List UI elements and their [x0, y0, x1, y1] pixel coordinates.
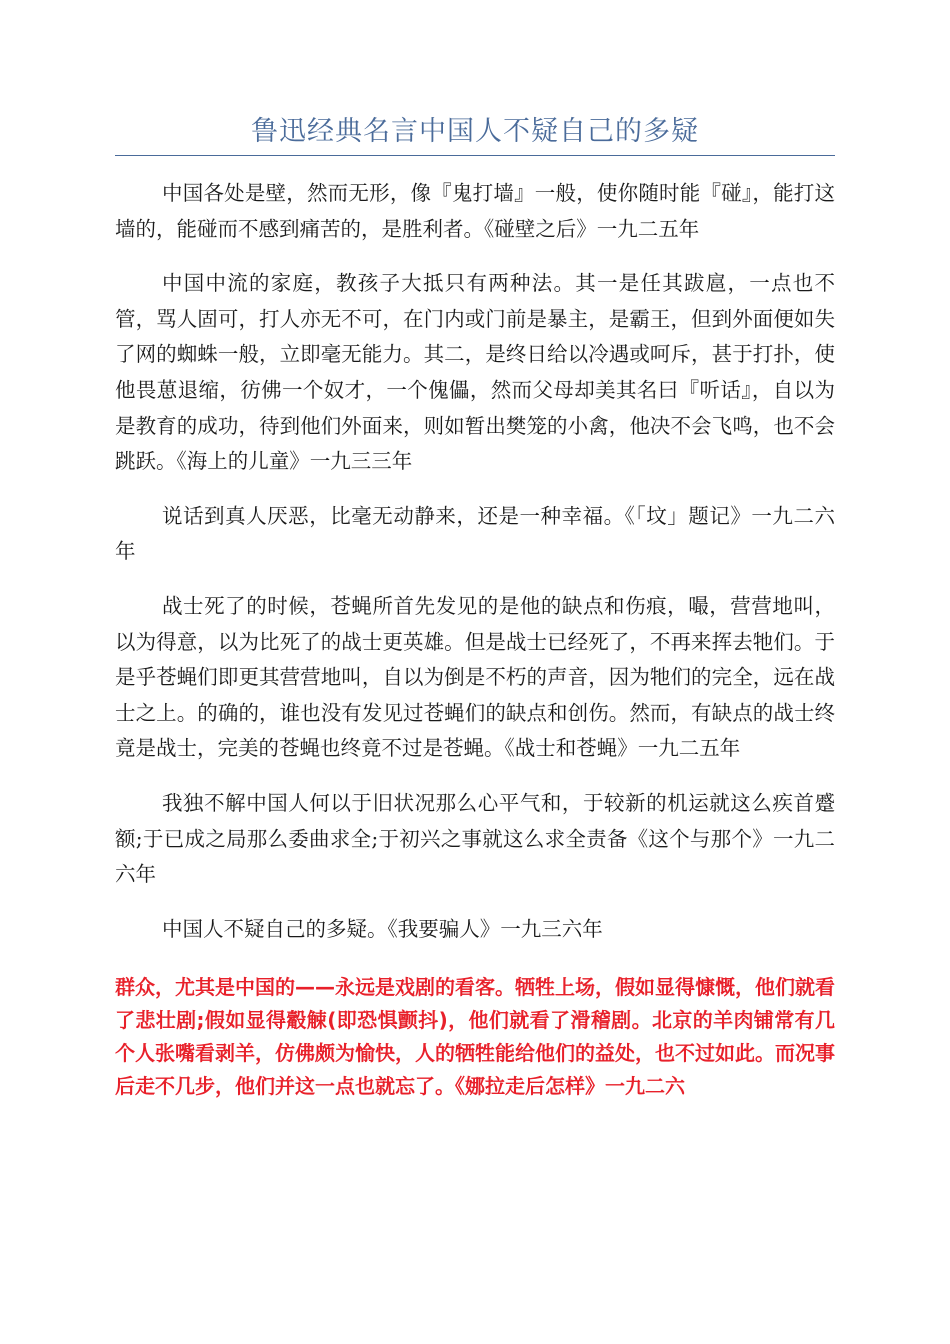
quote-paragraph: 中国各处是壁，然而无形，像『鬼打墙』一般，使你随时能『碰』，能打这墙的，能碰而不感到痛苦的，是胜利者。《碰壁之后》一九二五年 — [115, 181, 835, 241]
title-underline — [115, 155, 835, 156]
quote-paragraph: 中国中流的家庭，教孩子大抵只有两种法。其一是任其跋扈，一点也不管，骂人固可，打人亦无不可，在门内或门前是暴主，是霸王，但到外面便如失了网的蜘蛛一般，立即毫无能力。其二，是终日给以冷遇或呵斥，甚于打扑，使他畏葸退缩，彷佛一个奴才，一个傀儡，然而父母却美其名曰『听话』，自以为是教育的成功，待到他们外面来，则如暂出樊笼的小禽，他决不会飞鸣，也不会跳跃。《海上的儿童》一九三三年 — [115, 271, 835, 474]
quote-paragraph: 说话到真人厌恶，比毫无动静来，还是一种幸福。《「坟」题记》一九二六年 — [115, 503, 835, 564]
quote-paragraph: 我独不解中国人何以于旧状况那么心平气和，于较新的机运就这么疾首蹙额;于已成之局那么委曲求全;于初兴之事就这么求全责备《这个与那个》一九二六年 — [115, 790, 835, 887]
document-body — [115, 176, 835, 1122]
highlighted-quote-paragraph: 群众，尤其是中国的——永远是戏剧的看客。牺牲上场，假如显得慷慨，他们就看了悲壮剧;假如显得觳觫(即恐惧颤抖)，他们就看了滑稽剧。北京的羊肉铺常有几个人张嘴看剥羊，仿佛颇为愉快，人的牺牲能给他们的益处，也不过如此。而况事后走不几步，他们并这一点也就忘了。《娜拉走后怎样》一九二六 — [115, 975, 835, 1099]
quote-paragraph: 中国人不疑自己的多疑。《我要骗人》一九三六年 — [162, 916, 603, 941]
document-title: 鲁迅经典名言中国人不疑自己的多疑 — [251, 116, 699, 147]
quote-paragraph: 战士死了的时候，苍蝇所首先发见的是他的缺点和伤痕，嘬，营营地叫，以为得意，以为比死了的战士更英雄。但是战士已经死了，不再来挥去牠们。于是乎苍蝇们即更其营营地叫，自以为倒是不朽的声音，因为牠们的完全，远在战士之上。的确的，谁也没有发见过苍蝇们的缺点和创伤。然而，有缺点的战士终竟是战士，完美的苍蝇也终竟不过是苍蝇。《战士和苍蝇》一九二五年 — [115, 593, 835, 761]
